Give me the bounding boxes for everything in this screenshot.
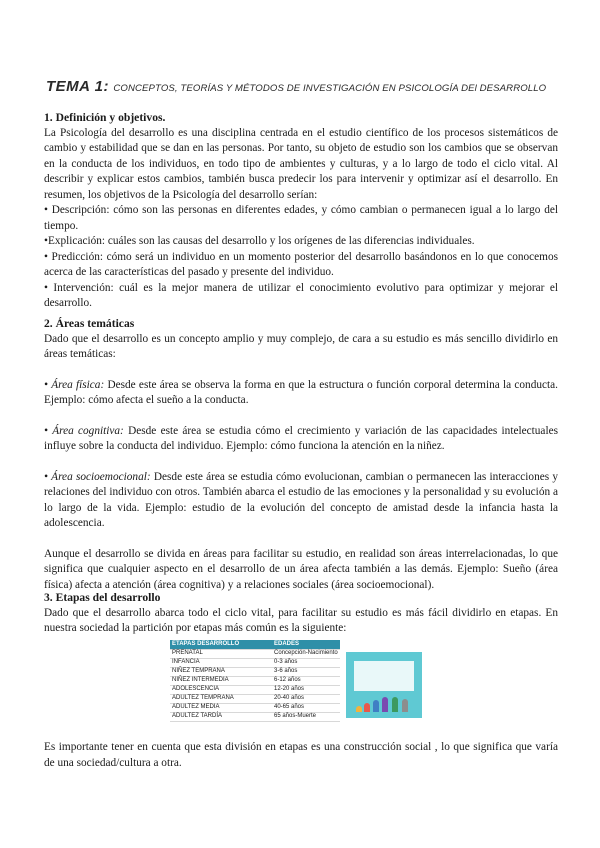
section-thematic-areas: [44, 316, 558, 593]
figure-adult-icon: [382, 697, 388, 712]
area-name: • Área cognitiva:: [44, 424, 124, 437]
stage-cell: ADOLESCENCIA: [172, 686, 220, 692]
stage-cell: INFANCIA: [172, 659, 200, 665]
figure-child-icon: [364, 703, 370, 712]
document-title: [46, 78, 566, 96]
age-cell: 12-20 años: [274, 686, 305, 692]
age-cell: 6-12 años: [274, 677, 301, 683]
paragraph: La Psicología del desarrollo es una disciplina centrada en el estudio científico de los procesos sistemáticos de cambio y estabilidad que se dan en las personas. Por tanto, su objeto de estudio son los cambios que se observan en la conducta de los individuos, en todo tipo de ambientes y culturas, y a lo largo de todo el ciclo vital. Al describir y explicar estos cambios, también busca predecir los para intervenir y optimizar así el desarrollo. En resumen, los objetivos de la Psicología del desarrollo serían:: [44, 126, 558, 201]
title-topic-name: CONCEPTOS, TEORÍAS Y MÉTODOS DE INVESTIGACIÓN EN PSICOLOGÍA DEl DESARROLLO: [113, 83, 547, 94]
section-definition: [44, 110, 558, 312]
area-item: [44, 424, 558, 455]
stages-table: [170, 640, 426, 726]
age-cell: 20-40 años: [274, 695, 305, 701]
section-heading: 3. Etapas del desarrollo: [44, 591, 161, 604]
stage-cell: ADULTEZ TEMPRANA: [172, 695, 234, 701]
section-heading: 2. Áreas temáticas: [44, 317, 135, 330]
figure-teen-icon: [373, 700, 379, 712]
figure-elder-icon: [402, 699, 408, 712]
area-item: [44, 470, 558, 532]
figure-adult-icon: [392, 697, 398, 712]
figure-baby-icon: [356, 706, 362, 712]
age-cell: 40-65 años: [274, 704, 305, 710]
area-name: • Área física:: [44, 378, 105, 391]
bullet-item: •Explicación: cuáles son las causas del desarrollo y los orígenes de las diferencias individuales.: [44, 235, 475, 247]
age-cell: 65 años-Muerte: [274, 713, 317, 719]
age-cell: 3-6 años: [274, 668, 298, 674]
paragraph: Aunque el desarrollo se divida en áreas para facilitar su estudio, en realidad son áreas interrelacionadas, lo que significa que cualquier aspecto en el desarrollo de un área afecta también a las demás. Ejemplo: Sueño (área física) afecta a atención (área cognitiva) y a relaciones sociales (área socioemocional).: [44, 547, 558, 591]
age-cell: 0-3 años: [274, 659, 298, 665]
bullet-item: • Predicción: cómo será un individuo en un momento posterior del desarrollo basándonos en lo que conocemos acerca de las características del pasado y presente del individuo.: [44, 250, 558, 278]
stage-cell: ADULTEZ MEDIA: [172, 704, 220, 710]
stage-cell: PRENATAL: [172, 650, 203, 656]
section-heading: 1. Definición y objetivos.: [44, 111, 166, 124]
paragraph: Es importante tener en cuenta que esta división en etapas es una construcción social , lo que significa que varía de una sociedad/cultura a otra.: [44, 741, 558, 769]
stage-cell: NIÑEZ TEMPRANA: [172, 668, 225, 674]
area-description: Desde este área se observa la forma en que la estructura o función corporal determina la conducta. Ejemplo: cómo afecta el sueño a la conducta.: [44, 378, 558, 406]
age-cell: Concepción-Nacimiento: [274, 650, 338, 656]
table-row: [170, 712, 340, 722]
bullet-item: • Intervención: cuál es la mejor manera de utilizar el conocimiento evolutivo para optimizar y mejorar el desarrollo.: [44, 281, 558, 309]
stage-cell: ADULTEZ TARDÍA: [172, 713, 223, 719]
title-topic-number: TEMA 1:: [46, 78, 109, 95]
header-cell: ETAPAS DESARROLLO: [172, 641, 240, 647]
paragraph: Dado que el desarrollo es un concepto amplio y muy complejo, de cara a su estudio es más sencillo dividirlo en áreas temáticas:: [44, 332, 558, 360]
life-stages-illustration: [346, 652, 422, 718]
section-stages: [44, 590, 558, 637]
header-cell: EDADES: [274, 641, 300, 647]
stage-cell: NIÑEZ INTERMEDIA: [172, 677, 229, 683]
area-description: Desde este área se estudia cómo evolucionan, cambian o permanecen las interacciones y relaciones del individuo con otros. También abarca el estudio de las emociones y la personalidad y su evolución a lo largo de la vida. Ejemplo: estudio de la evolución del concepto de amistad desde la infancia hasta la adolescencia.: [44, 470, 558, 529]
area-item: [44, 378, 558, 409]
illustration-card: [354, 661, 414, 691]
section-stages-closing: [44, 740, 558, 771]
area-name: • Área socioemocional:: [44, 470, 151, 483]
paragraph: Dado que el desarrollo abarca todo el ciclo vital, para facilitar su estudio es más fácil dividirlo en etapas. En nuestra sociedad la partición por etapas más común es la siguiente:: [44, 606, 558, 634]
area-description: Desde este área se estudia cómo el crecimiento y variación de las capacidades intelectuales influye sobre la conducta del individuo. Ejemplo: cómo funciona la atención en la niñez.: [44, 424, 558, 452]
bullet-item: • Descripción: cómo son las personas en diferentes edades, y cómo cambian o permanecen igual a lo largo del tiempo.: [44, 204, 558, 232]
